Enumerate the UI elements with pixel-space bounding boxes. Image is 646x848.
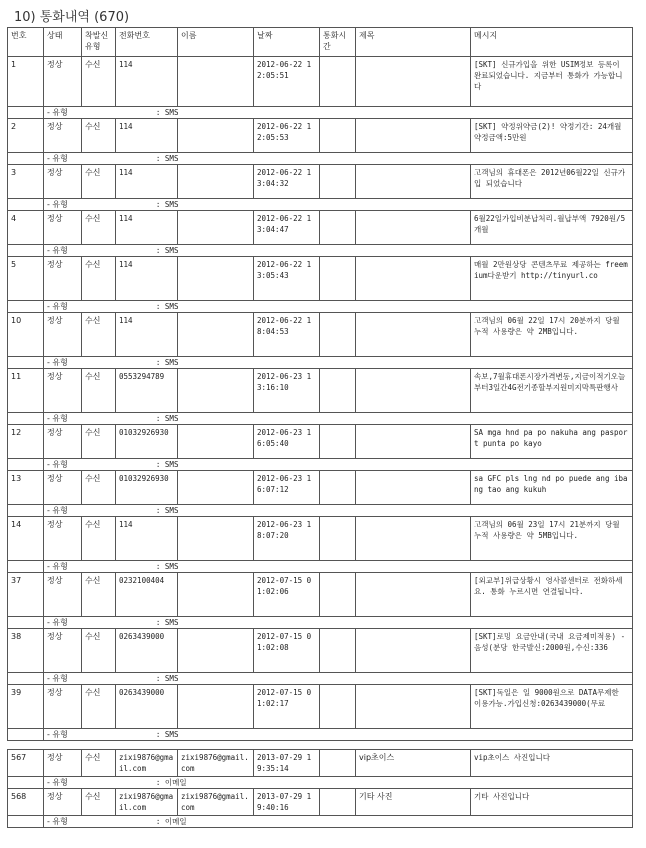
- cell-no: 567: [8, 750, 44, 777]
- type-label: - 유형: [47, 817, 68, 826]
- table-row: [8, 165, 633, 199]
- cell-dir: 수신: [82, 471, 116, 505]
- cell-date: 2012-06-23 1 3:16:10: [254, 369, 320, 413]
- type-label: - 유형: [47, 674, 68, 683]
- type-row: [8, 301, 633, 313]
- cell-name: [178, 211, 254, 245]
- type-row-spacer: [8, 199, 44, 211]
- type-label: - 유형: [47, 246, 68, 255]
- cell-no: 39: [8, 685, 44, 729]
- type-row: [8, 505, 633, 517]
- type-value: : SMS: [155, 154, 179, 163]
- cell-status: 정상: [44, 471, 82, 505]
- cell-phone: zixi9876@gmail.com: [116, 750, 178, 777]
- cell-dur: [320, 57, 356, 107]
- type-row-spacer: [8, 107, 44, 119]
- cell-name: zixi9876@gmail.com: [178, 789, 254, 816]
- cell-no: 3: [8, 165, 44, 199]
- type-row: [8, 617, 633, 629]
- cell-subject: [356, 119, 471, 153]
- type-row-content: [44, 301, 633, 313]
- type-label: - 유형: [47, 562, 68, 571]
- type-row: [8, 107, 633, 119]
- cell-status: 정상: [44, 165, 82, 199]
- type-value: : SMS: [155, 674, 179, 683]
- type-row-content: [44, 561, 633, 573]
- cell-date: 2012-07-15 0 1:02:06: [254, 573, 320, 617]
- type-value: : 이메일: [155, 778, 187, 787]
- cell-date: 2012-06-22 1 8:04:53: [254, 313, 320, 357]
- type-row-spacer: [8, 459, 44, 471]
- cell-subject: [356, 425, 471, 459]
- cell-phone: 0263439000: [116, 629, 178, 673]
- type-row: [8, 777, 633, 789]
- cell-phone: 114: [116, 257, 178, 301]
- table-row: [8, 685, 633, 729]
- type-row-content: [44, 617, 633, 629]
- cell-dur: [320, 313, 356, 357]
- type-value: : SMS: [155, 730, 179, 739]
- cell-no: 2: [8, 119, 44, 153]
- cell-status: 정상: [44, 425, 82, 459]
- cell-message: 속보,7월휴대폰시장가격변동,지금이적기오늘부터3일간4G전기종할부지원미지막특판행사: [471, 369, 633, 413]
- type-row-spacer: [8, 729, 44, 741]
- cell-status: 정상: [44, 750, 82, 777]
- cell-dir: 수신: [82, 573, 116, 617]
- cell-no: 14: [8, 517, 44, 561]
- table-row: [8, 471, 633, 505]
- cell-message: 6월22일가입비분납처리.월납부액 7920원/5개월: [471, 211, 633, 245]
- column-header: 날짜: [254, 28, 320, 57]
- type-row: [8, 673, 633, 685]
- cell-message: [SKT]로밍 요금안내(국내 요금제미적용) - 음성(분당 한국발신:2000원,수신:336: [471, 629, 633, 673]
- cell-name: [178, 573, 254, 617]
- cell-message: [외교부]위급상황시 영사콜센터로 전화하세요. 통화 누르시면 연결됩니다.: [471, 573, 633, 617]
- cell-dur: [320, 257, 356, 301]
- type-row: [8, 459, 633, 471]
- table-row: [8, 573, 633, 617]
- cell-dur: [320, 119, 356, 153]
- cell-phone: 114: [116, 517, 178, 561]
- cell-phone: 114: [116, 211, 178, 245]
- cell-status: 정상: [44, 789, 82, 816]
- cell-dur: [320, 789, 356, 816]
- cell-dir: 수신: [82, 685, 116, 729]
- type-row-spacer: [8, 505, 44, 517]
- cell-dur: [320, 165, 356, 199]
- type-row-content: [44, 673, 633, 685]
- cell-no: 12: [8, 425, 44, 459]
- table-row: [8, 517, 633, 561]
- cell-subject: [356, 471, 471, 505]
- cell-phone: 114: [116, 165, 178, 199]
- cell-subject: [356, 211, 471, 245]
- cell-message: sa GFC pls lng nd po puede ang ibang tao ang kukuh: [471, 471, 633, 505]
- table-row: [8, 789, 633, 816]
- cell-subject: [356, 517, 471, 561]
- cell-date: 2012-06-22 1 3:04:47: [254, 211, 320, 245]
- cell-no: 37: [8, 573, 44, 617]
- table-row: [8, 119, 633, 153]
- table-row: [8, 629, 633, 673]
- cell-status: 정상: [44, 257, 82, 301]
- cell-date: 2012-06-22 1 3:05:43: [254, 257, 320, 301]
- cell-date: 2012-07-15 0 1:02:17: [254, 685, 320, 729]
- cell-status: 정상: [44, 369, 82, 413]
- cell-date: 2013-07-29 1 9:40:16: [254, 789, 320, 816]
- table-row: [8, 750, 633, 777]
- type-row-content: [44, 357, 633, 369]
- cell-dir: 수신: [82, 119, 116, 153]
- column-header: 착발신 유형: [82, 28, 116, 57]
- cell-subject: [356, 165, 471, 199]
- cell-dur: [320, 369, 356, 413]
- cell-date: 2012-06-23 1 6:05:40: [254, 425, 320, 459]
- cell-status: 정상: [44, 517, 82, 561]
- type-row-spacer: [8, 777, 44, 789]
- cell-phone: 01032926930: [116, 425, 178, 459]
- type-row: [8, 729, 633, 741]
- type-label: - 유형: [47, 154, 68, 163]
- cell-dir: 수신: [82, 425, 116, 459]
- cell-subject: vip초이스: [356, 750, 471, 777]
- cell-name: [178, 369, 254, 413]
- type-value: : SMS: [155, 108, 179, 117]
- cell-message: 고객님의 06월 22일 17시 20분까지 당월 누적 사용량은 약 2MB입니다.: [471, 313, 633, 357]
- cell-dir: 수신: [82, 789, 116, 816]
- cell-date: 2012-06-23 1 6:07:12: [254, 471, 320, 505]
- cell-dir: 수신: [82, 257, 116, 301]
- cell-phone: zixi9876@gmail.com: [116, 789, 178, 816]
- cell-status: 정상: [44, 629, 82, 673]
- section-title: 10) 통화내역 (670): [14, 10, 130, 25]
- cell-dir: 수신: [82, 517, 116, 561]
- cell-name: [178, 517, 254, 561]
- cell-no: 1: [8, 57, 44, 107]
- type-row-content: [44, 816, 633, 828]
- cell-name: [178, 629, 254, 673]
- cell-message: 고객님의 휴대폰은 2012년06월22일 신규가입 되었습니다: [471, 165, 633, 199]
- cell-message: 기타 사진입니다: [471, 789, 633, 816]
- cell-name: [178, 425, 254, 459]
- type-row-content: [44, 107, 633, 119]
- column-header: 상태: [44, 28, 82, 57]
- cell-no: 4: [8, 211, 44, 245]
- type-label: - 유형: [47, 460, 68, 469]
- cell-status: 정상: [44, 313, 82, 357]
- type-row: [8, 816, 633, 828]
- cell-name: [178, 119, 254, 153]
- type-row: [8, 245, 633, 257]
- type-row-spacer: [8, 153, 44, 165]
- type-row: [8, 357, 633, 369]
- type-label: - 유형: [47, 108, 68, 117]
- cell-name: [178, 471, 254, 505]
- cell-message: [SKT]독일은 일 9000원으로 DATA무제한 이용가능.가입신청:0263439000(무료: [471, 685, 633, 729]
- cell-name: [178, 313, 254, 357]
- cell-phone: 0232100404: [116, 573, 178, 617]
- cell-status: 정상: [44, 57, 82, 107]
- cell-message: vip초이스 사진입니다: [471, 750, 633, 777]
- cell-dur: [320, 211, 356, 245]
- type-label: - 유형: [47, 618, 68, 627]
- cell-phone: 114: [116, 57, 178, 107]
- cell-subject: [356, 573, 471, 617]
- cell-message: 고객님의 06월 23일 17시 21분까지 당월 누적 사용량은 약 5MB입니다.: [471, 517, 633, 561]
- cell-date: 2012-06-22 1 2:05:51: [254, 57, 320, 107]
- call-history-table-continued: [7, 749, 633, 828]
- cell-subject: [356, 313, 471, 357]
- table-row: [8, 425, 633, 459]
- cell-dur: [320, 750, 356, 777]
- type-value: : SMS: [155, 562, 179, 571]
- type-row: [8, 153, 633, 165]
- type-row: [8, 413, 633, 425]
- cell-phone: 114: [116, 313, 178, 357]
- type-label: - 유형: [47, 506, 68, 515]
- type-value: : SMS: [155, 302, 179, 311]
- cell-subject: 기타 사진: [356, 789, 471, 816]
- cell-dur: [320, 517, 356, 561]
- cell-no: 11: [8, 369, 44, 413]
- table-row: [8, 57, 633, 107]
- column-header: 메시지: [471, 28, 633, 57]
- type-label: - 유형: [47, 414, 68, 423]
- table-row: [8, 257, 633, 301]
- type-row-content: [44, 413, 633, 425]
- cell-phone: 114: [116, 119, 178, 153]
- type-value: : 이메일: [155, 817, 187, 826]
- cell-status: 정상: [44, 119, 82, 153]
- type-row-spacer: [8, 357, 44, 369]
- cell-dur: [320, 685, 356, 729]
- cell-dir: 수신: [82, 750, 116, 777]
- cell-no: 5: [8, 257, 44, 301]
- type-label: - 유형: [47, 200, 68, 209]
- type-label: - 유형: [47, 302, 68, 311]
- type-value: : SMS: [155, 414, 179, 423]
- column-header: 통화시간: [320, 28, 356, 57]
- cell-name: [178, 685, 254, 729]
- type-label: - 유형: [47, 358, 68, 367]
- type-row-spacer: [8, 413, 44, 425]
- type-row-spacer: [8, 816, 44, 828]
- type-label: - 유형: [47, 730, 68, 739]
- type-label: - 유형: [47, 778, 68, 787]
- cell-date: 2012-06-22 1 3:04:32: [254, 165, 320, 199]
- column-header: 전화번호: [116, 28, 178, 57]
- cell-message: 매월 2만원상당 콘텐츠무료 제공하는 freemium다운받기 http://tinyurl.co: [471, 257, 633, 301]
- type-row-spacer: [8, 617, 44, 629]
- type-row-content: [44, 459, 633, 471]
- cell-subject: [356, 685, 471, 729]
- type-row-content: [44, 729, 633, 741]
- column-header: 이름: [178, 28, 254, 57]
- cell-dur: [320, 573, 356, 617]
- type-row-spacer: [8, 561, 44, 573]
- cell-dir: 수신: [82, 369, 116, 413]
- cell-message: [SKT] 신규가입을 위한 USIM정보 등록이 완료되었습니다. 지금부터 통화가 가능합니다: [471, 57, 633, 107]
- cell-name: [178, 257, 254, 301]
- cell-subject: [356, 57, 471, 107]
- cell-dir: 수신: [82, 165, 116, 199]
- type-row: [8, 199, 633, 211]
- cell-message: SA mga hnd pa po nakuha ang pasport punta po kayo: [471, 425, 633, 459]
- cell-status: 정상: [44, 685, 82, 729]
- cell-name: zixi9876@gmail.com: [178, 750, 254, 777]
- cell-no: 38: [8, 629, 44, 673]
- cell-message: [SKT] 약정위약금(2)! 약정기간: 24개월 약정금액:5만원: [471, 119, 633, 153]
- type-value: : SMS: [155, 200, 179, 209]
- cell-phone: 0263439000: [116, 685, 178, 729]
- cell-dir: 수신: [82, 57, 116, 107]
- header-row: [8, 28, 633, 57]
- type-row-spacer: [8, 245, 44, 257]
- cell-dur: [320, 425, 356, 459]
- cell-no: 568: [8, 789, 44, 816]
- table-row: [8, 313, 633, 357]
- cell-status: 정상: [44, 211, 82, 245]
- cell-phone: 01032926930: [116, 471, 178, 505]
- table-row: [8, 211, 633, 245]
- cell-no: 10: [8, 313, 44, 357]
- cell-date: 2012-07-15 0 1:02:08: [254, 629, 320, 673]
- type-value: : SMS: [155, 506, 179, 515]
- type-row-content: [44, 199, 633, 211]
- type-value: : SMS: [155, 246, 179, 255]
- type-row-content: [44, 777, 633, 789]
- cell-date: 2013-07-29 1 9:35:14: [254, 750, 320, 777]
- type-row-content: [44, 505, 633, 517]
- table-row: [8, 369, 633, 413]
- type-value: : SMS: [155, 460, 179, 469]
- cell-name: [178, 165, 254, 199]
- type-row: [8, 561, 633, 573]
- cell-dur: [320, 629, 356, 673]
- cell-subject: [356, 257, 471, 301]
- type-row-content: [44, 245, 633, 257]
- cell-subject: [356, 629, 471, 673]
- type-row-spacer: [8, 673, 44, 685]
- cell-phone: 0553294789: [116, 369, 178, 413]
- column-header: 제목: [356, 28, 471, 57]
- cell-date: 2012-06-22 1 2:05:53: [254, 119, 320, 153]
- cell-dir: 수신: [82, 211, 116, 245]
- cell-status: 정상: [44, 573, 82, 617]
- type-row-spacer: [8, 301, 44, 313]
- cell-dir: 수신: [82, 629, 116, 673]
- cell-name: [178, 57, 254, 107]
- cell-date: 2012-06-23 1 8:07:20: [254, 517, 320, 561]
- call-history-table: [7, 27, 633, 741]
- column-header: 번호: [8, 28, 44, 57]
- cell-dur: [320, 471, 356, 505]
- cell-dir: 수신: [82, 313, 116, 357]
- type-value: : SMS: [155, 618, 179, 627]
- type-row-content: [44, 153, 633, 165]
- cell-subject: [356, 369, 471, 413]
- cell-no: 13: [8, 471, 44, 505]
- type-value: : SMS: [155, 358, 179, 367]
